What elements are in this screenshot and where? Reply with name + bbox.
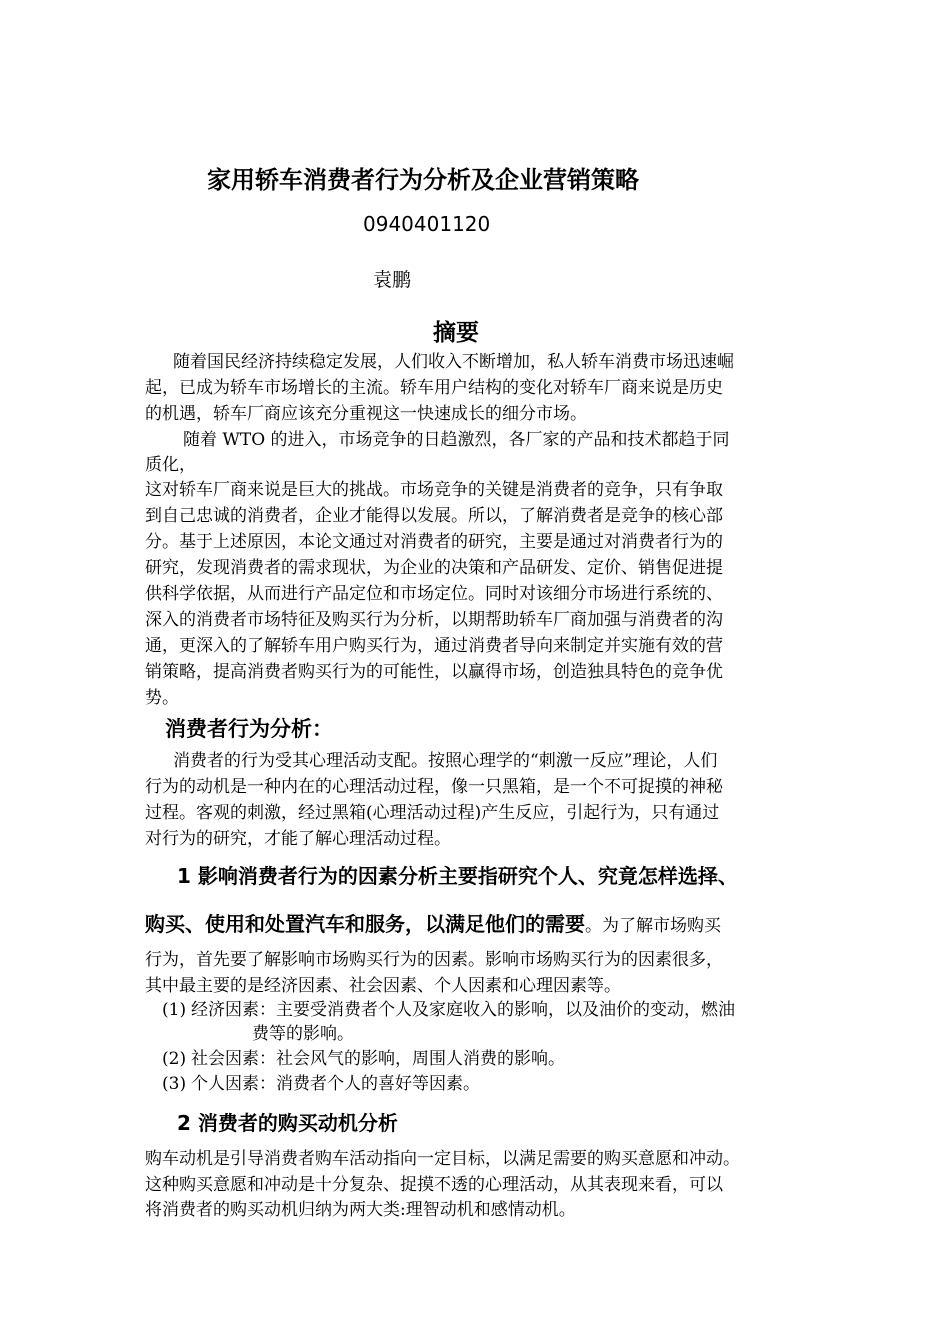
factors-heading-bold: 购买、使用和处置汽车和服务，以满足他们的需要 (145, 912, 585, 936)
abstract-heading: 摘要 (433, 320, 479, 346)
abstract-p2-line: 销策略，提高消费者购买行为的可能性，以赢得市场，创造独具特色的竞争优 (145, 662, 723, 682)
abstract-p2-line: 随着 WTO 的进入，市场竞争的日趋激烈，各厂家的产品和技术都趋于同 (183, 430, 730, 450)
factor-item-number: (2) (162, 1049, 187, 1069)
document-title: 家用轿车消费者行为分析及企业营销策略 (207, 166, 639, 194)
abstract-p2-line: 到自己忠诚的消费者，企业才能得以发展。所以，了解消费者是竞争的核心部 (145, 506, 723, 526)
section1-line: 过程。客观的刺激，经过黑箱(心理活动过程)产生反应，引起行为，只有通过 (145, 803, 720, 823)
student-id: 0940401120 (363, 212, 491, 236)
abstract-p2-line: 研究，发现消费者的需求现状，为企业的决策和产品研发、定价、销售促进提 (145, 558, 723, 578)
section1-line: 消费者的行为受其心理活动支配。按照心理学的“刺激一反应”理论，人们 (173, 751, 718, 771)
section-heading-behavior: 消费者行为分析： (165, 717, 333, 741)
factor-item-text: 社会因素：社会风气的影响，周围人消费的影响。 (191, 1049, 565, 1069)
factor-item-continuation: 费等的影响。 (252, 1024, 354, 1044)
abstract-p2-line: 分。基于上述原因，本论文通过对消费者的研究，主要是通过对消费者行为的 (145, 532, 723, 552)
factor-item-text: 个人因素：消费者个人的喜好等因素。 (191, 1074, 480, 1094)
abstract-p1-line: 随着国民经济持续稳定发展，人们收入不断增加，私人轿车消费市场迅速崛 (173, 352, 734, 372)
author-name: 袁鹏 (373, 269, 412, 291)
factors-heading-tail: 。为了解市场购买 (585, 916, 721, 936)
factors-line: 其中最主要的是经济因素、社会因素、个人因素和心理因素等。 (145, 976, 621, 996)
motivation-line: 将消费者的购买动机归纳为两大类:理智动机和感情动机。 (145, 1200, 576, 1220)
factors-heading-line1: 1 影响消费者行为的因素分析主要指研究个人、究竟怎样选择、 (177, 864, 738, 888)
factor-item-number: (3) (162, 1074, 187, 1094)
abstract-p1-line: 起，已成为轿车市场增长的主流。轿车用户结构的变化对轿车厂商来说是历史 (145, 378, 723, 398)
abstract-p2-line: 供科学依据，从而进行产品定位和市场定位。同时对该细分市场进行系统的、 (145, 584, 723, 604)
abstract-p2-line: 这对轿车厂商来说是巨大的挑战。市场竞争的关键是消费者的竞争，只有争取 (145, 480, 723, 500)
factor-item-text: 经济因素：主要受消费者个人及家庭收入的影响，以及油价的变动，燃油 (191, 1000, 735, 1020)
motivation-heading: 2 消费者的购买动机分析 (177, 1111, 398, 1135)
factor-item-number: (1) (162, 1000, 187, 1020)
factors-heading-line2 (145, 908, 721, 937)
factors-line: 行为，首先要了解影响市场购买行为的因素。影响市场购买行为的因素很多， (145, 950, 723, 970)
motivation-line: 这种购买意愿和冲动是十分复杂、捉摸不透的心理活动，从其表现来看，可以 (145, 1175, 723, 1195)
abstract-p2-line: 通，更深入的了解轿车用户购买行为，通过消费者导向来制定并实施有效的营 (145, 636, 723, 656)
motivation-line: 购车动机是引导消费者购车活动指向一定目标，以满足需要的购买意愿和冲动。 (145, 1149, 740, 1169)
abstract-p2-line: 质化， (145, 455, 196, 475)
abstract-p2-line: 深入的消费者市场特征及购买行为分析，以期帮助轿车厂商加强与消费者的沟 (145, 610, 723, 630)
abstract-p1-line: 的机遇，轿车厂商应该充分重视这一快速成长的细分市场。 (145, 404, 587, 424)
section1-line: 对行为的研究，才能了解心理活动过程。 (145, 829, 451, 849)
section1-line: 行为的动机是一种内在的心理活动过程，像一只黑箱，是一个不可捉摸的神秘 (145, 777, 723, 797)
abstract-p2-line: 势。 (145, 688, 179, 708)
